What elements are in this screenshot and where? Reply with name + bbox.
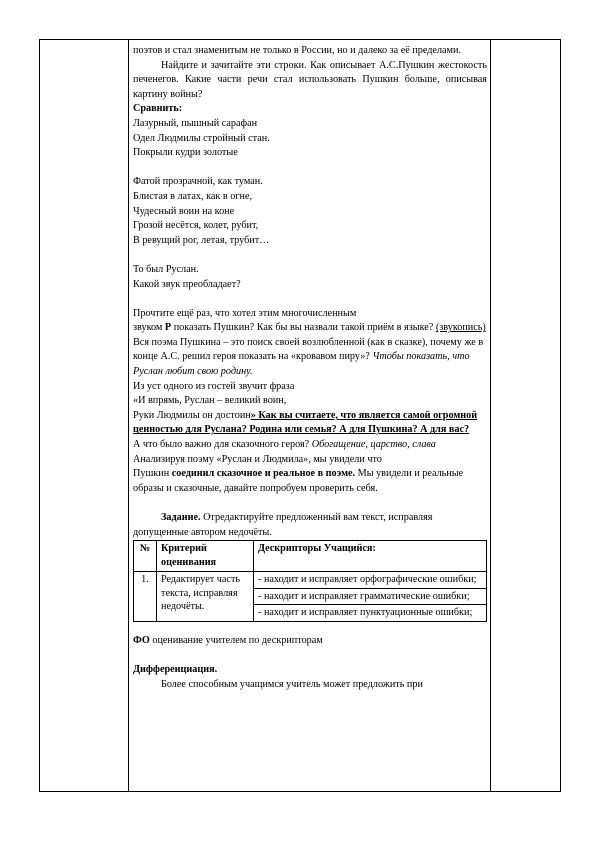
differentiation-heading: Дифференциация. xyxy=(133,664,218,676)
intro-text: поэтов и стал знаменитым не только в России, но и далеко за её пределами. xyxy=(133,45,462,56)
verse-line: Чудесный воин на коне xyxy=(133,205,235,217)
question-text: Найдите и зачитайте эти строки. Как описывает А.С.Пушкин жестокость печенегов. Какие части речи стал использовать Пушкин больше, описывая картину войны? xyxy=(133,59,487,100)
quote-text: Из уст одного из гостей звучит фраза xyxy=(133,380,295,392)
verse-line: Блистая в латах, как в огне, xyxy=(133,190,253,202)
question-text: звуком Р показать Пушкин? Как бы вы назвали такой приём в языке? (звукопись) xyxy=(133,322,486,334)
table-row xyxy=(134,571,487,588)
table-header-row xyxy=(134,541,487,572)
question-text: Прочтите ещё раз, что хотел этим многочисленным xyxy=(133,307,357,319)
column-divider-left xyxy=(128,39,129,792)
question-text: А что было важно для сказочного героя? Обогащение, царство, слава xyxy=(133,439,436,451)
question-text: Какой звук преобладает? xyxy=(133,278,241,290)
criteria-table xyxy=(133,540,487,622)
lesson-content xyxy=(133,44,487,693)
quote-text: «И впрямь, Руслан – великий воин, xyxy=(133,395,287,407)
verse-line: То был Руслан. xyxy=(133,263,199,275)
verse-line: Покрыли кудри золотые xyxy=(133,147,238,159)
question-text: Вся поэма Пушкина – это поиск своей возлюбленной (как в сказке), почему же в конце А.С. решил героя показать на «кровавом пиру»? Чтобы показать, что Руслан любит свою родину. xyxy=(133,336,484,378)
question-text: Руки Людмилы он достоин» Как вы считаете, что является самой огромной ценностью для Руслана? Родина или семья? А для Пушкина? А для вас? xyxy=(133,409,478,436)
task-text: Задание. Отредактируйте предложенный вам текст, исправляя допущенные автором недочёты. xyxy=(133,512,433,538)
column-divider-right xyxy=(490,39,491,792)
fo-text: ФО оценивание учителем по дескрипторам xyxy=(133,635,323,647)
descriptor-cell: - находит и исправляет грамматические ошибки; xyxy=(254,588,487,605)
descriptor-cell: - находит и исправляет пунктуационные ошибки; xyxy=(254,605,487,622)
verse-line: Фатой прозрачной, как туман. xyxy=(133,176,263,188)
summary-text: Пушкин соединил сказочное и реальное в поэме. Мы увидели и реальные образы и сказочные, давайте попробуем проверить себя. xyxy=(133,468,464,494)
descriptor-cell: - находит и исправляет орфографические ошибки; xyxy=(254,571,487,588)
summary-text: Анализируя поэму «Руслан и Людмила», мы увидели что xyxy=(133,453,382,465)
verse-line: Одел Людмилы стройный стан. xyxy=(133,132,270,144)
header-descriptors: Дескрипторы Учащийся: xyxy=(254,541,487,572)
verse-line: Грозой несётся, колет, рубит, xyxy=(133,220,259,232)
header-num: № xyxy=(134,541,157,572)
row-criteria: Редактирует часть текста, исправляя недочёты. xyxy=(157,571,254,621)
verse-line: В ревущий рог, летая, трубит… xyxy=(133,234,270,246)
differentiation-text: Более способным учащимся учитель может предложить при xyxy=(161,678,423,690)
header-criteria: Критерий оценивания xyxy=(157,541,254,572)
verse-line: Лазурный, пышный сарафан xyxy=(133,117,258,129)
compare-heading: Сравнить: xyxy=(133,103,183,115)
row-num: 1. xyxy=(134,571,157,621)
